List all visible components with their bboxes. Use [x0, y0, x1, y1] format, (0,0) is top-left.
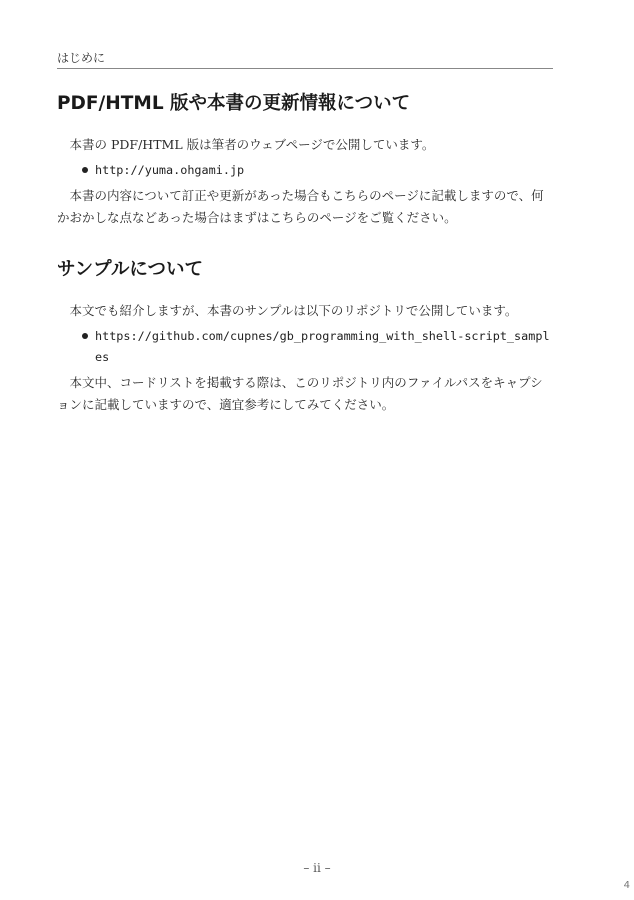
page-folio: – ii –	[303, 861, 331, 875]
section-heading: PDF/HTML 版や本書の更新情報について	[57, 93, 411, 114]
url-list	[57, 160, 553, 181]
section-intro-paragraph: 本書の PDF/HTML 版は筆者のウェブページで公開しています。	[69, 137, 435, 152]
page-index: 4	[623, 880, 630, 891]
section-body-paragraph: 本文中、コードリストを掲載する際は、このリポジトリ内のファイルパスをキャプションに記載していますので、適宜参考にしてみてください。	[57, 375, 543, 412]
header-rule	[57, 68, 553, 69]
bullet-icon	[82, 167, 88, 173]
url-list	[57, 326, 553, 368]
section-heading: サンプルについて	[57, 259, 203, 280]
website-url-link[interactable]: http://yuma.ohgami.jp	[95, 163, 245, 177]
section-intro-paragraph: 本文でも紹介しますが、本書のサンプルは以下のリポジトリで公開しています。	[69, 303, 518, 318]
url-list-item	[57, 326, 553, 368]
url-list-item	[57, 160, 553, 181]
repository-url-link[interactable]: https://github.com/cupnes/gb_programming_with_shell-script_samples	[95, 329, 550, 364]
running-header: はじめに	[57, 51, 106, 65]
section-pdf-html-updates	[57, 92, 553, 229]
section-body-paragraph: 本書の内容について訂正や更新があった場合もこちらのページに記載しますので、何かおかしな点などあった場合はまずはこちらのページをご覧ください。	[57, 188, 544, 225]
section-samples	[57, 258, 553, 416]
bullet-icon	[82, 333, 88, 339]
